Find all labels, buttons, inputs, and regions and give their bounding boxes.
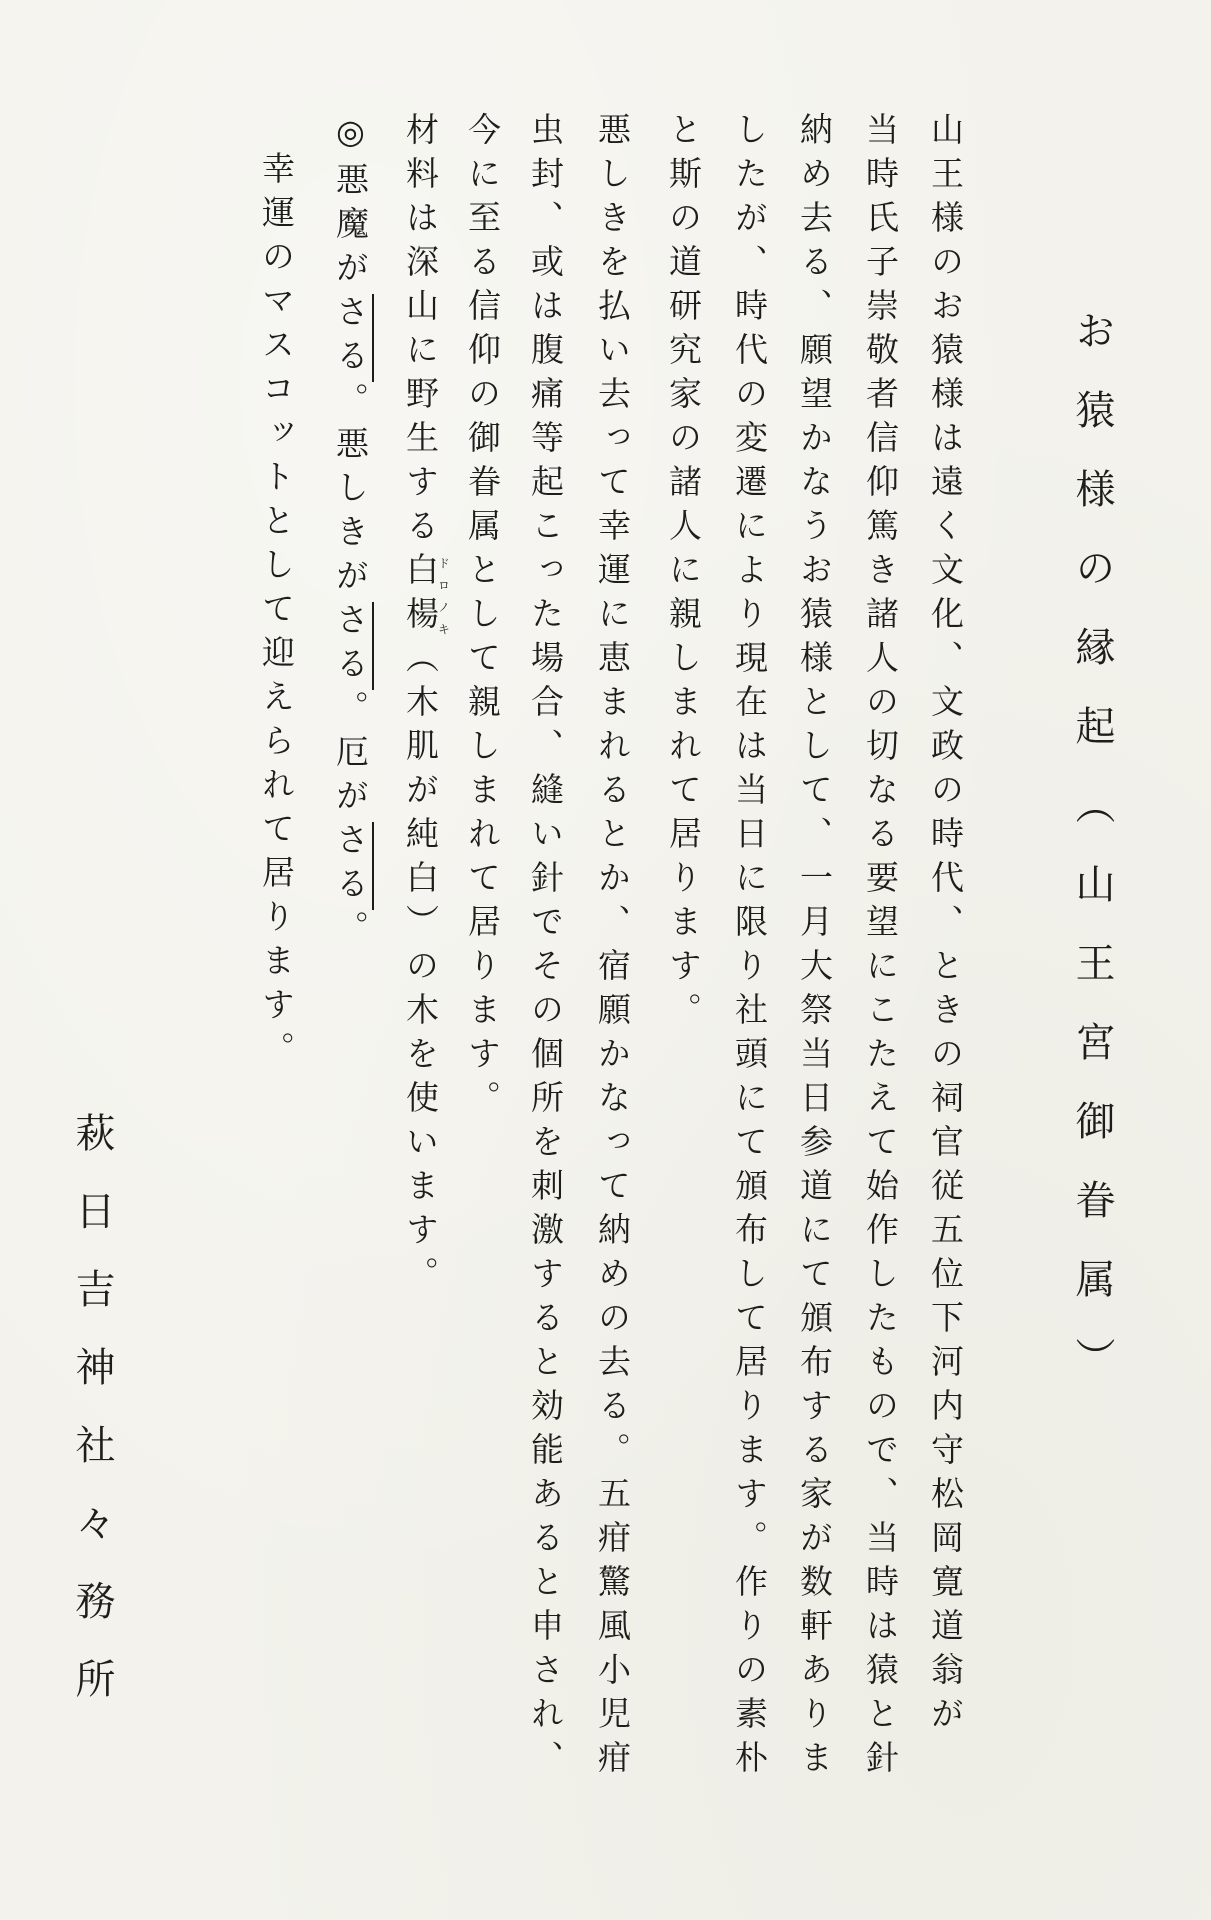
body-column-6: 悪しきを払い去って幸運に恵まれるとか、宿願かなって納めの去る。五疳驚風小児疳 (593, 112, 632, 1784)
material-before: 材料は深山に野生する (401, 112, 440, 552)
body-column-4: したが、時代の変遷により現在は当日に限り社頭にて頒布して居ります。作りの素朴 (730, 112, 769, 1784)
saying-column (331, 112, 370, 954)
material-word (401, 552, 451, 640)
saying-seg-6: さる (331, 822, 374, 910)
double-circle-icon: ◎ (331, 112, 370, 162)
signature: 萩日吉神社々務所 (69, 1112, 115, 1736)
material-word-text: 白楊 (401, 552, 440, 640)
saying-seg-2: さる (331, 294, 374, 382)
body-column-3: 納め去る、願望かなうお猿様として、一月大祭当日参道にて頒布する家が数軒ありま (795, 112, 834, 1784)
saying-seg-7: 。 (331, 910, 370, 954)
material-ruby: ドロノキ (436, 552, 451, 640)
body-column-5: と斯の道研究家の諸人に親しまれて居ります。 (664, 112, 703, 1036)
saying-seg-1: 悪魔が (331, 162, 370, 294)
saying-seg-3: 。悪しきが (331, 382, 370, 602)
body-column-last: 幸運のマスコットとして迎えられて居ります。 (257, 151, 296, 1075)
body-column-7: 虫封、或は腹痛等起こった場合、縫い針でその個所を刺激すると効能あると申され、 (526, 112, 565, 1784)
material-column (401, 112, 451, 1300)
page-title: お猿様の縁起（山王宮御眷属） (1069, 310, 1115, 1416)
body-column-2: 当時氏子崇敬者信仰篤き諸人の切なる要望にこたえて始作したもので、当時は猿と針 (861, 112, 900, 1784)
body-column-8: 今に至る信仰の御眷属として親しまれて居ります。 (463, 112, 502, 1124)
material-after: （木肌が純白）の木を使います。 (401, 640, 440, 1300)
body-column-1: 山王様のお猿様は遠く文化、文政の時代、ときの祠官従五位下河内守松岡寛道翁が (926, 112, 965, 1740)
saying-seg-4: さる (331, 602, 374, 690)
saying-seg-5: 。厄が (331, 690, 370, 822)
